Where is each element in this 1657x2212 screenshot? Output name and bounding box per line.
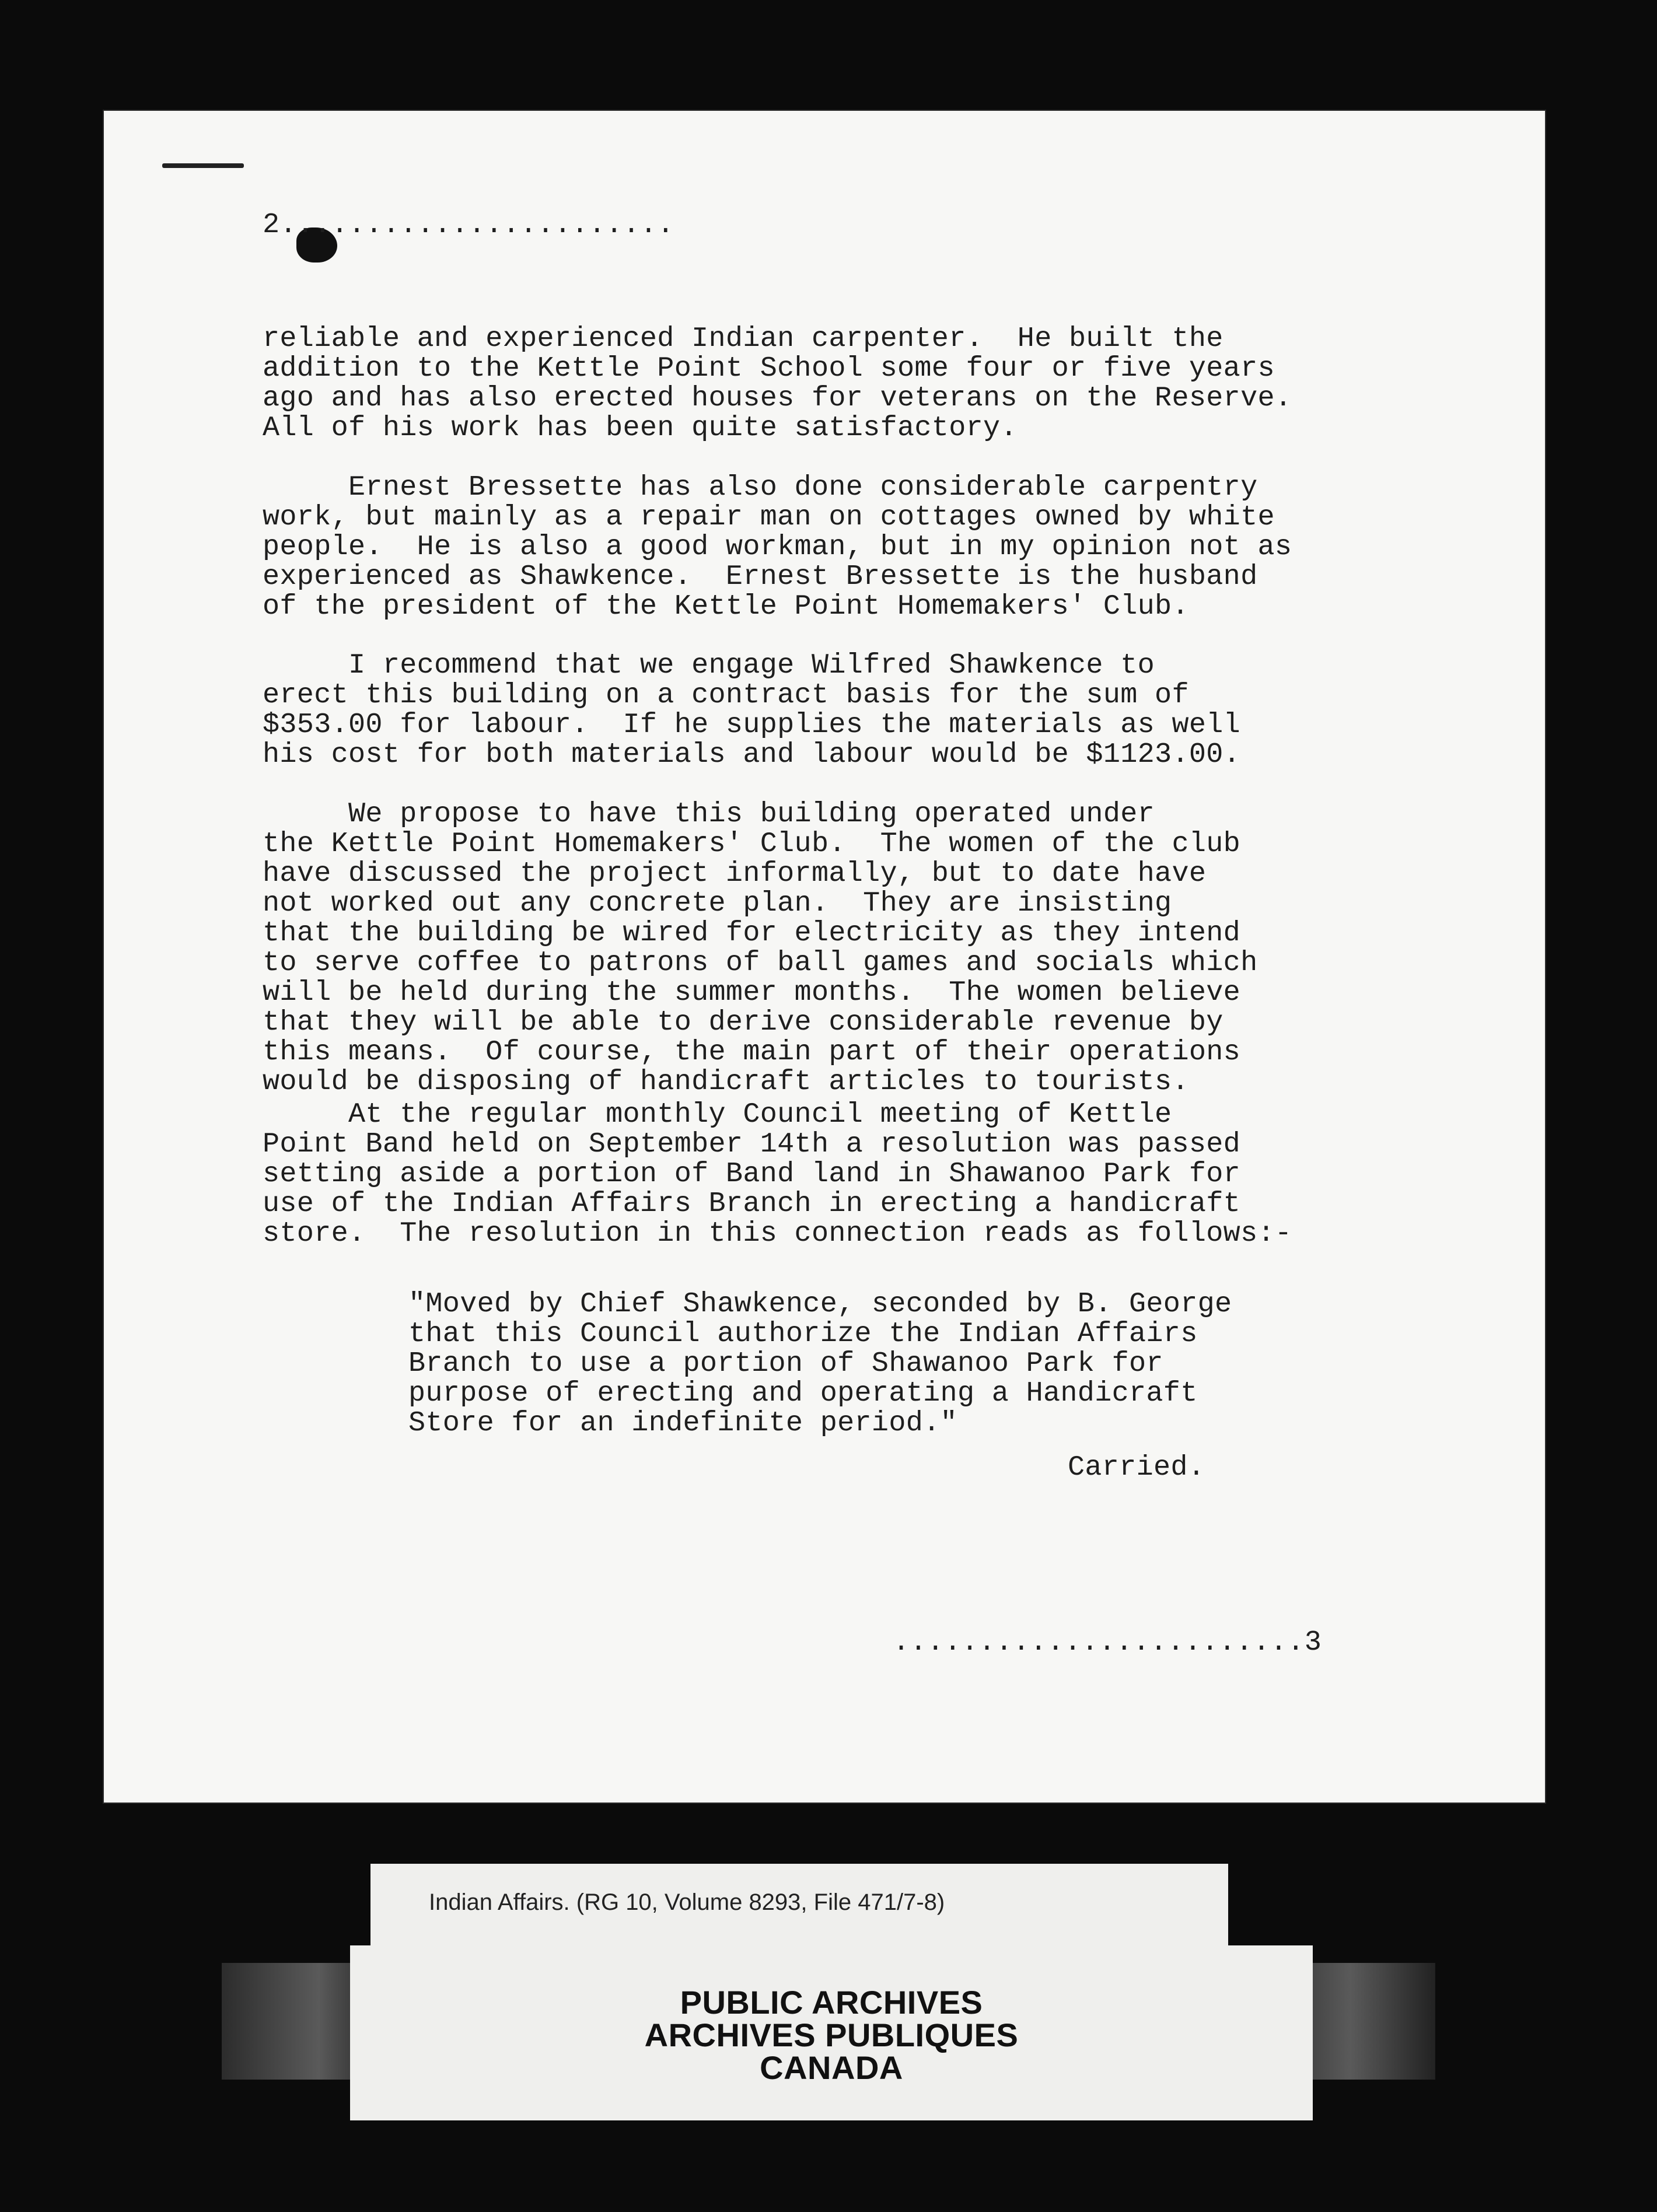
archive-stamp-text <box>350 1986 1313 2084</box>
next-page-line: ........................3 <box>893 1626 1322 1658</box>
carried-note: Carried. <box>1068 1451 1205 1483</box>
archive-reference-text: Indian Affairs. (RG 10, Volume 8293, File 471/7-8) <box>429 1889 945 1915</box>
stamp-line-3: CANADA <box>760 2049 903 2086</box>
archive-stamp <box>350 1945 1313 2120</box>
paragraph-3: I recommend that we engage Wilfred Shawkence to erect this building on a contract basis for the sum of $353.00 for labour. If he supplies the materials as well his cost for both materials and labour would be $1123.00. <box>263 649 1241 771</box>
paragraph-1: reliable and experienced Indian carpenter. He built the addition to the Kettle Point School some four or five years ago and has also erected houses for veterans on the Reserve. All of his work has been quite satisfactory. <box>263 323 1292 444</box>
margin-dash-mark <box>162 163 244 168</box>
resolution-quote: "Moved by Chief Shawkence, seconded by B. George that this Council authorize the Indian Affairs Branch to use a portion of Shawanoo Park for purpose of erecting and operating a Handicraft Store for an indefinite period." <box>408 1288 1232 1439</box>
paragraph-2: Ernest Bressette has also done considerable carpentry work, but mainly as a repair man on cottages owned by white people. He is also a good workman, but in my opinion not as experienced as Shawkence. Ernest Bressette is the husband of the president of the Kettle Point Homemakers' Club. <box>263 471 1292 622</box>
stamp-line-1: PUBLIC ARCHIVES <box>680 1984 983 2021</box>
stamp-line-2: ARCHIVES PUBLIQUES <box>644 2017 1019 2053</box>
page-number-line: 2....................... <box>263 209 674 241</box>
archive-reference-label <box>370 1864 1228 1945</box>
paragraph-5: At the regular monthly Council meeting of Kettle Point Band held on September 14th a resolution was passed setting aside a portion of Band land in Shawanoo Park for use of the Indian Affairs Branch in erecting a handicraft store. The resolution in this connection reads as follows:- <box>263 1098 1292 1250</box>
paragraph-4: We propose to have this building operated under the Kettle Point Homemakers' Club. The women of the club have discussed the project informally, but to date have not worked out any concrete plan. They are insisting that the building be wired for electricity as they intend to serve coffee to patrons of ball games and socials which will be held during the summer months. The women believe that they will be able to derive considerable revenue by this means. Of course, the main part of their operations would be disposing of handicraft articles to tourists. <box>263 798 1258 1098</box>
